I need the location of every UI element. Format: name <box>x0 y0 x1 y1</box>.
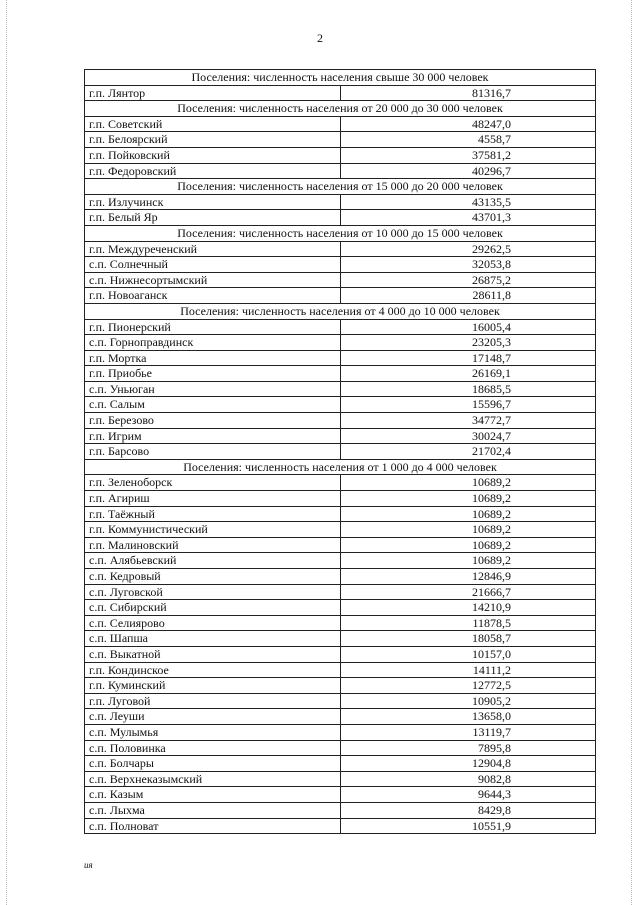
table-row <box>85 522 596 538</box>
table-row <box>85 756 596 772</box>
settlement-name: г.п. Белоярский <box>85 132 341 148</box>
group-header-row <box>85 101 596 117</box>
settlement-name: г.п. Игрим <box>85 428 341 444</box>
table-row <box>85 163 596 179</box>
table-body <box>85 70 596 834</box>
settlement-name: с.п. Алябьевский <box>85 553 341 569</box>
table-row <box>85 241 596 257</box>
settlement-name: с.п. Кедровый <box>85 569 341 585</box>
table-row <box>85 553 596 569</box>
table-row <box>85 288 596 304</box>
table-row <box>85 85 596 101</box>
settlement-name: г.п. Белый Яр <box>85 210 341 226</box>
table-row <box>85 335 596 351</box>
table-row <box>85 740 596 756</box>
group-header: Поселения: численность населения свыше 30 000 человек <box>85 70 596 86</box>
settlement-name: с.п. Салым <box>85 397 341 413</box>
table-row <box>85 678 596 694</box>
group-header-row <box>85 303 596 319</box>
group-header-row <box>85 225 596 241</box>
table-row <box>85 350 596 366</box>
table-row <box>85 818 596 834</box>
settlement-name: с.п. Луговской <box>85 584 341 600</box>
left-margin-line <box>6 0 7 905</box>
settlement-name: г.п. Приобье <box>85 366 341 382</box>
settlement-value: 43701,3 <box>340 210 596 226</box>
settlement-value: 7895,8 <box>340 740 596 756</box>
settlement-name: г.п. Излучинск <box>85 194 341 210</box>
settlement-name: с.п. Казым <box>85 787 341 803</box>
settlement-value: 21666,7 <box>340 584 596 600</box>
table-row <box>85 428 596 444</box>
settlement-name: с.п. Селиярово <box>85 615 341 631</box>
table-row <box>85 600 596 616</box>
settlement-value: 21702,4 <box>340 444 596 460</box>
table-row <box>85 802 596 818</box>
settlement-value: 17148,7 <box>340 350 596 366</box>
settlement-value: 8429,8 <box>340 802 596 818</box>
settlement-name: с.п. Уньюган <box>85 381 341 397</box>
footer-mark: ия <box>84 860 93 870</box>
settlement-value: 34772,7 <box>340 413 596 429</box>
settlement-name: г.п. Малиновский <box>85 537 341 553</box>
settlement-name: г.п. Барсово <box>85 444 341 460</box>
settlement-value: 48247,0 <box>340 116 596 132</box>
table-row <box>85 693 596 709</box>
settlement-value: 10689,2 <box>340 475 596 491</box>
settlement-value: 11878,5 <box>340 615 596 631</box>
table-row <box>85 116 596 132</box>
group-header: Поселения: численность населения от 15 000 до 20 000 человек <box>85 179 596 195</box>
settlement-name: г.п. Междуреченский <box>85 241 341 257</box>
settlement-value: 10689,2 <box>340 553 596 569</box>
settlement-name: г.п. Березово <box>85 413 341 429</box>
group-header: Поселения: численность населения от 1 000 до 4 000 человек <box>85 459 596 475</box>
table-row <box>85 475 596 491</box>
settlement-name: г.п. Зеленоборск <box>85 475 341 491</box>
right-margin-line <box>631 0 632 905</box>
settlement-name: г.п. Новоаганск <box>85 288 341 304</box>
table-row <box>85 413 596 429</box>
table-row <box>85 506 596 522</box>
settlement-value: 10157,0 <box>340 646 596 662</box>
table-row <box>85 631 596 647</box>
table-row <box>85 662 596 678</box>
settlement-name: с.п. Полноват <box>85 818 341 834</box>
settlement-name: г.п. Кондинское <box>85 662 341 678</box>
settlement-name: г.п. Агириш <box>85 491 341 507</box>
table-row <box>85 491 596 507</box>
settlement-value: 10689,2 <box>340 506 596 522</box>
settlement-name: г.п. Лянтор <box>85 85 341 101</box>
table-row <box>85 787 596 803</box>
settlement-name: г.п. Федоровский <box>85 163 341 179</box>
table-row <box>85 210 596 226</box>
table-row <box>85 397 596 413</box>
settlement-name: с.п. Шапша <box>85 631 341 647</box>
settlement-name: г.п. Луговой <box>85 693 341 709</box>
settlement-value: 81316,7 <box>340 85 596 101</box>
table-row <box>85 615 596 631</box>
settlement-value: 10689,2 <box>340 491 596 507</box>
settlement-value: 9082,8 <box>340 771 596 787</box>
group-header: Поселения: численность населения от 10 000 до 15 000 человек <box>85 225 596 241</box>
settlement-value: 10689,2 <box>340 537 596 553</box>
settlement-name: с.п. Леуши <box>85 709 341 725</box>
settlement-value: 4558,7 <box>340 132 596 148</box>
settlement-name: г.п. Таёжный <box>85 506 341 522</box>
settlement-value: 15596,7 <box>340 397 596 413</box>
settlement-value: 16005,4 <box>340 319 596 335</box>
page-number: 2 <box>317 31 323 45</box>
table-row <box>85 194 596 210</box>
settlement-value: 37581,2 <box>340 147 596 163</box>
settlement-name: г.п. Советский <box>85 116 341 132</box>
group-header: Поселения: численность населения от 20 000 до 30 000 человек <box>85 101 596 117</box>
table-row <box>85 646 596 662</box>
settlement-value: 10551,9 <box>340 818 596 834</box>
settlement-name: с.п. Горноправдинск <box>85 335 341 351</box>
settlement-value: 13119,7 <box>340 724 596 740</box>
table-row <box>85 444 596 460</box>
settlement-value: 14111,2 <box>340 662 596 678</box>
settlement-value: 12846,9 <box>340 569 596 585</box>
settlement-name: с.п. Выкатной <box>85 646 341 662</box>
settlement-name: г.п. Куминский <box>85 678 341 694</box>
settlement-value: 18685,5 <box>340 381 596 397</box>
settlement-name: с.п. Мулымья <box>85 724 341 740</box>
group-header-row <box>85 459 596 475</box>
table-row <box>85 319 596 335</box>
settlement-value: 29262,5 <box>340 241 596 257</box>
settlement-value: 10689,2 <box>340 522 596 538</box>
settlement-value: 26875,2 <box>340 272 596 288</box>
settlement-value: 23205,3 <box>340 335 596 351</box>
settlement-value: 30024,7 <box>340 428 596 444</box>
settlement-name: с.п. Солнечный <box>85 257 341 273</box>
settlement-name: г.п. Пионерский <box>85 319 341 335</box>
table-row <box>85 584 596 600</box>
table-row <box>85 709 596 725</box>
group-header: Поселения: численность населения от 4 000 до 10 000 человек <box>85 303 596 319</box>
table-row <box>85 257 596 273</box>
table-row <box>85 381 596 397</box>
settlement-name: с.п. Верхнеказымский <box>85 771 341 787</box>
table-row <box>85 147 596 163</box>
population-table <box>84 69 596 834</box>
settlement-value: 26169,1 <box>340 366 596 382</box>
table-row <box>85 366 596 382</box>
table-row <box>85 537 596 553</box>
settlement-value: 13658,0 <box>340 709 596 725</box>
settlement-name: с.п. Сибирский <box>85 600 341 616</box>
settlement-value: 40296,7 <box>340 163 596 179</box>
settlement-value: 10905,2 <box>340 693 596 709</box>
group-header-row <box>85 70 596 86</box>
settlement-name: с.п. Нижнесортымский <box>85 272 341 288</box>
settlement-value: 32053,8 <box>340 257 596 273</box>
group-header-row <box>85 179 596 195</box>
table-row <box>85 771 596 787</box>
table-row <box>85 724 596 740</box>
settlement-name: с.п. Лыхма <box>85 802 341 818</box>
settlement-value: 28611,8 <box>340 288 596 304</box>
settlement-value: 18058,7 <box>340 631 596 647</box>
settlement-name: с.п. Половинка <box>85 740 341 756</box>
settlement-value: 12904,8 <box>340 756 596 772</box>
table-row <box>85 569 596 585</box>
table-row <box>85 272 596 288</box>
settlement-value: 12772,5 <box>340 678 596 694</box>
settlement-name: г.п. Мортка <box>85 350 341 366</box>
settlement-name: г.п. Пойковский <box>85 147 341 163</box>
settlement-value: 14210,9 <box>340 600 596 616</box>
settlement-name: г.п. Коммунистический <box>85 522 341 538</box>
settlement-value: 43135,5 <box>340 194 596 210</box>
settlement-name: с.п. Болчары <box>85 756 341 772</box>
table-row <box>85 132 596 148</box>
settlement-value: 9644,3 <box>340 787 596 803</box>
